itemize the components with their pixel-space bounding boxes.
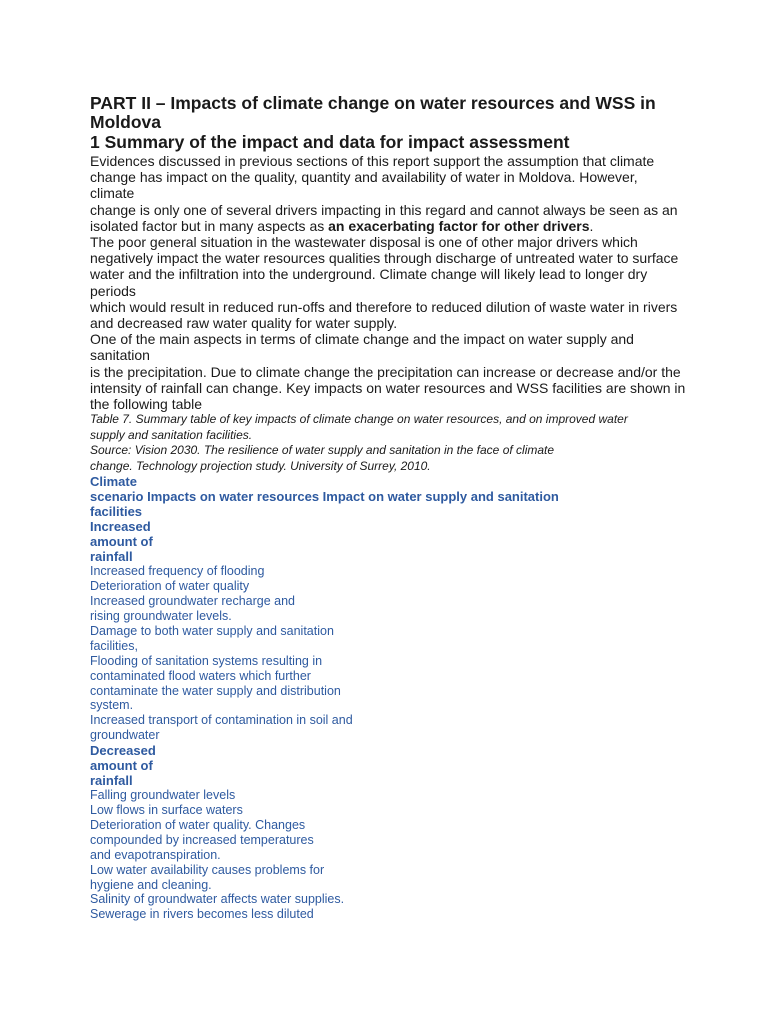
body-line: change has impact on the quality, quantity and availability of water in Moldova. However,	[90, 169, 638, 186]
body-line: the following table	[90, 396, 203, 413]
body-line: sanitation	[90, 347, 150, 364]
body-line: The poor general situation in the wastewater disposal is one of other major drivers which	[90, 234, 638, 251]
body-line: change is only one of several drivers impacting in this regard and cannot always be seen as an	[90, 201, 678, 218]
scenario-label: rainfall	[90, 549, 133, 565]
table-item: Salinity of groundwater affects water supplies.	[90, 892, 345, 907]
body-line: negatively impact the water resources qualities through discharge of untreated water to surface	[90, 250, 679, 267]
body-line: and decreased raw water quality for water supply.	[90, 315, 398, 332]
document-page	[90, 94, 690, 922]
table-item: Increased transport of contamination in soil and	[90, 713, 353, 728]
part-heading-line-1: PART II – Impacts of climate change on water resources and WSS in	[90, 93, 656, 113]
table-header-line: facilities	[90, 504, 143, 520]
table-item: hygiene and cleaning.	[90, 877, 212, 892]
table-item: Increased frequency of flooding	[90, 564, 265, 579]
table-item: system.	[90, 698, 134, 713]
table-item: groundwater	[90, 728, 160, 743]
scenario-label: Increased	[90, 519, 151, 535]
caption-line: supply and sanitation facilities.	[90, 427, 253, 442]
table-item: Low water availability causes problems for	[90, 862, 325, 877]
table-item: rising groundwater levels.	[90, 608, 232, 623]
section-heading: 1 Summary of the impact and data for impact assessment	[90, 132, 570, 152]
table-item: Damage to both water supply and sanitation	[90, 623, 334, 638]
body-line: which would result in reduced run-offs and therefore to reduced dilution of waste water in rivers	[90, 298, 678, 315]
part-heading-line-2: Moldova	[90, 112, 161, 132]
impact-table	[90, 474, 690, 922]
caption-line: Source: Vision 2030. The resilience of water supply and sanitation in the face of climate	[90, 443, 555, 458]
body-line: climate	[90, 185, 135, 202]
table-item: Deterioration of water quality. Changes	[90, 817, 306, 832]
table-item: Deterioration of water quality	[90, 579, 250, 594]
table-item: contaminate the water supply and distribution	[90, 683, 341, 698]
body-line: periods	[90, 282, 136, 299]
body-paragraph-1	[90, 153, 690, 234]
scenario-label: rainfall	[90, 773, 133, 789]
scenario-label: amount of	[90, 758, 153, 774]
body-line: One of the main aspects in terms of climate change and the impact on water supply and	[90, 331, 634, 348]
table-item: contaminated flood waters which further	[90, 668, 311, 683]
table-item: Sewerage in rivers becomes less diluted	[90, 907, 314, 922]
body-line: water and the infiltration into the underground. Climate change will likely lead to longer dry	[90, 266, 648, 283]
body-text: .	[589, 217, 594, 234]
scenario-label: Decreased	[90, 743, 156, 759]
body-line-emphasis	[90, 218, 690, 234]
body-line: is the precipitation. Due to climate change the precipitation can increase or decrease and/or the	[90, 363, 681, 380]
table-item: facilities,	[90, 638, 138, 653]
caption-line: change. Technology projection study. University of Surrey, 2010.	[90, 458, 431, 473]
table-item: Falling groundwater levels	[90, 788, 236, 803]
table-header-line: scenario Impacts on water resources Impact on water supply and sanitation	[90, 489, 559, 505]
bold-emphasis: an exacerbating factor for other drivers	[328, 217, 590, 234]
table-item: Flooding of sanitation systems resulting in	[90, 653, 323, 668]
body-paragraph-2	[90, 234, 690, 412]
scenario-label: amount of	[90, 534, 153, 550]
caption-line: Table 7. Summary table of key impacts of climate change on water resources, and on improved water	[90, 412, 628, 427]
table-item: Low flows in surface waters	[90, 803, 243, 818]
body-text: isolated factor but in many aspects as	[90, 217, 329, 234]
table-caption	[90, 412, 690, 474]
table-item: and evapotranspiration.	[90, 847, 221, 862]
table-header-line: Climate	[90, 474, 137, 490]
table-item: Increased groundwater recharge and	[90, 594, 295, 609]
table-item: compounded by increased temperatures	[90, 832, 314, 847]
body-line: Evidences discussed in previous sections of this report support the assumption that climate	[90, 153, 655, 169]
body-line: intensity of rainfall can change. Key impacts on water resources and WSS facilities are shown in	[90, 379, 686, 396]
